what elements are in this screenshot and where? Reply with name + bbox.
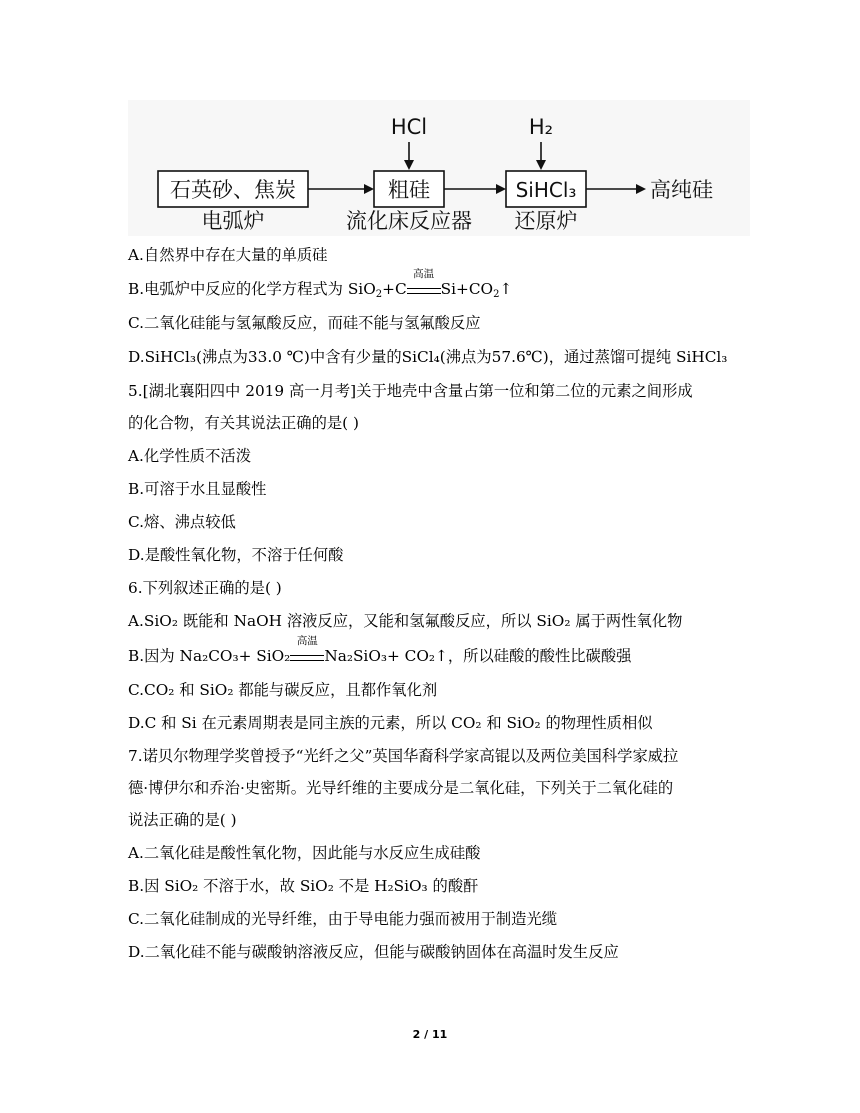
equipment-reduction-furnace: 还原炉 (514, 209, 578, 233)
q7-option-d: D.二氧化硅不能与碳酸钠溶液反应，但能与碳酸钠固体在高温时发生反应 (128, 943, 619, 961)
q4-option-d: D.SiHCl₃(沸点为33.0 ℃)中含有少量的SiCl₄(沸点为57.6℃)，通过蒸馏可提纯 SiHCl₃ (128, 348, 728, 366)
q7-option-b: B.因 SiO₂ 不溶于水，故 SiO₂ 不是 H₂SiO₃ 的酸酐 (128, 877, 479, 895)
equipment-fluidized-bed: 流化床反应器 (346, 209, 472, 233)
q4b-text-post: Si+CO (440, 280, 494, 298)
box-sihcl3-label: SiHCl₃ (515, 178, 577, 202)
q4-option-a: A.自然界中存在大量的单质硅 (128, 246, 328, 264)
box-crude-label: 粗硅 (388, 178, 430, 202)
input-h2: H₂ (528, 115, 554, 139)
q5-option-b: B.可溶于水且显酸性 (128, 480, 267, 498)
q5-stem-line1: 5.[湖北襄阳四中 2019 高一月考]关于地壳中含量占第一位和第二位的元素之间形成 (128, 382, 693, 400)
q6-option-d: D.C 和 Si 在元素周期表是同主族的元素，所以 CO₂ 和 SiO₂ 的物理性质相似 (128, 714, 653, 732)
q6-stem: 6.下列叙述正确的是( ) (128, 579, 282, 597)
q6-option-a: A.SiO₂ 既能和 NaOH 溶液反应，又能和氢氟酸反应，所以 SiO₂ 属于两性氧化物 (128, 612, 683, 630)
q6-option-c: C.CO₂ 和 SiO₂ 都能与碳反应，且都作氧化剂 (128, 681, 438, 699)
q6b-text-pre: B.因为 Na₂CO₃+ SiO₂ (128, 647, 291, 665)
process-flow-diagram (128, 100, 750, 236)
q4-option-b: B.电弧炉中反应的化学方程式为 SiO$_2$+C 高温 $Si+CO_2↑$ (128, 268, 513, 300)
q5-option-d: D.是酸性氧化物，不溶于任何酸 (128, 546, 344, 564)
q4b-text-pre: B.电弧炉中反应的化学方程式为 SiO (128, 280, 376, 298)
q5-option-a: A.化学性质不活泼 (128, 447, 251, 465)
box-raw-label: 石英砂、焦炭 (170, 178, 296, 202)
q6b-text-post: Na₂SiO₃+ CO₂↑，所以硅酸的酸性比碳酸强 (324, 647, 632, 665)
q6-option-b (128, 635, 632, 667)
reaction-condition: 高温 (407, 278, 441, 294)
page-number: 2 / 11 (412, 1028, 448, 1041)
q7-stem-line1: 7.诺贝尔物理学奖曾授予“光纤之父”英国华裔科学家高锟以及两位美国科学家威拉 (128, 747, 679, 765)
product-label: 高纯硅 (650, 178, 713, 202)
q5-stem-line2: 的化合物，有关其说法正确的是( ) (128, 414, 359, 432)
q7-stem-line2: 德·博伊尔和乔治·史密斯。光导纤维的主要成分是二氧化硅，下列关于二氧化硅的 (128, 779, 674, 797)
q4-option-c: C.二氧化硅能与氢氟酸反应，而硅不能与氢氟酸反应 (128, 314, 481, 332)
input-hcl: HCl (390, 115, 428, 139)
q7-option-a: A.二氧化硅是酸性氧化物，因此能与水反应生成硅酸 (128, 844, 481, 862)
flow-svg (128, 100, 750, 236)
q7-option-c: C.二氧化硅制成的光导纤维，由于导电能力强而被用于制造光缆 (128, 910, 558, 928)
reaction-condition-2: 高温 (290, 645, 324, 661)
q7-stem-line3: 说法正确的是( ) (128, 811, 237, 829)
equipment-arc-furnace: 电弧炉 (201, 209, 265, 233)
q5-option-c: C.熔、沸点较低 (128, 513, 236, 531)
